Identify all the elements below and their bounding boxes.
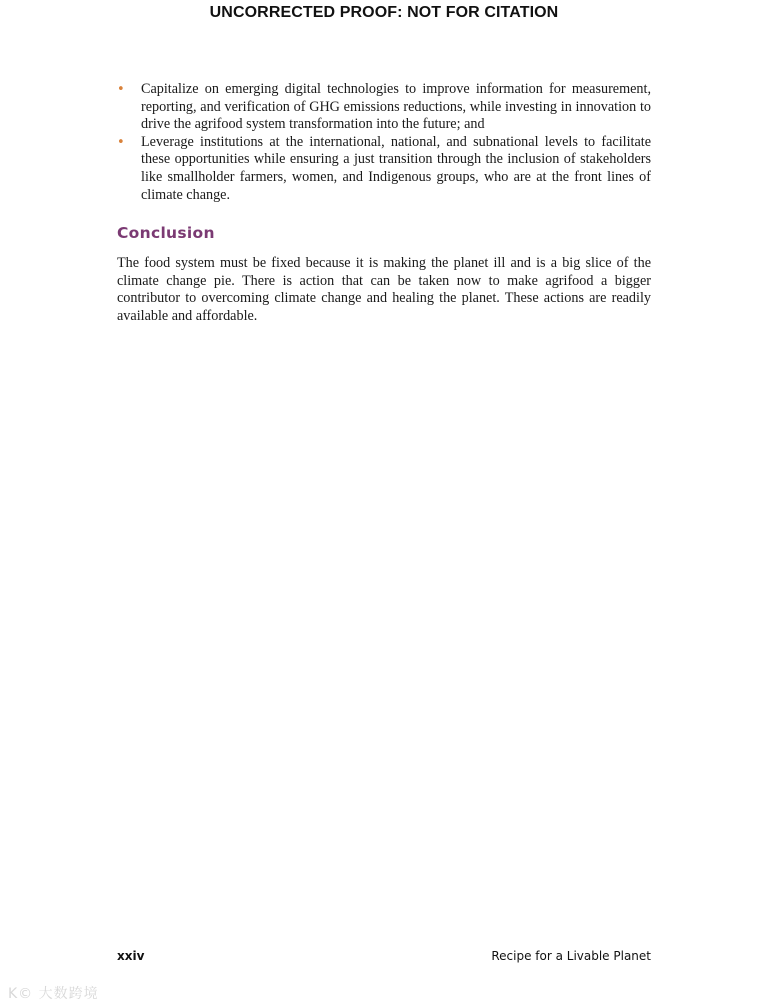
bullet-icon: • [117,82,125,97]
conclusion-paragraph: The food system must be fixed because it is making the planet ill and is a big slice of the climate change pie. There is action that can be taken now to make agrifood a bigger contributor to overcoming climate change and healing the planet. These actions are readily available and affordable. [117,255,651,324]
list-item [117,81,651,134]
section-heading-conclusion: Conclusion [117,224,215,243]
bullet-icon: • [117,134,125,150]
bullet-list [117,81,651,204]
page-number: xxiv [117,949,145,963]
watermark-logo: K© 大数跨境 [8,986,99,1002]
proof-banner: UNCORRECTED PROOF: NOT FOR CITATION [209,4,559,21]
page-body [117,81,651,326]
running-title: Recipe for a Livable Planet [491,949,651,963]
list-item-text: Leverage institutions at the international, national, and subnational levels to facilitate these opportunities while ensuring a just transition through the inclusion of stakeholders like smallholder farmers, women, and Indigenous groups, who are at the front lines of climate change. [141,133,651,203]
list-item-text: Capitalize on emerging digital technologies to improve information for measurement, reporting, and verification of GHG emissions reductions, while investing in innovation to drive the agrifood system transformation into the future; and [141,81,651,133]
list-item [117,134,651,204]
